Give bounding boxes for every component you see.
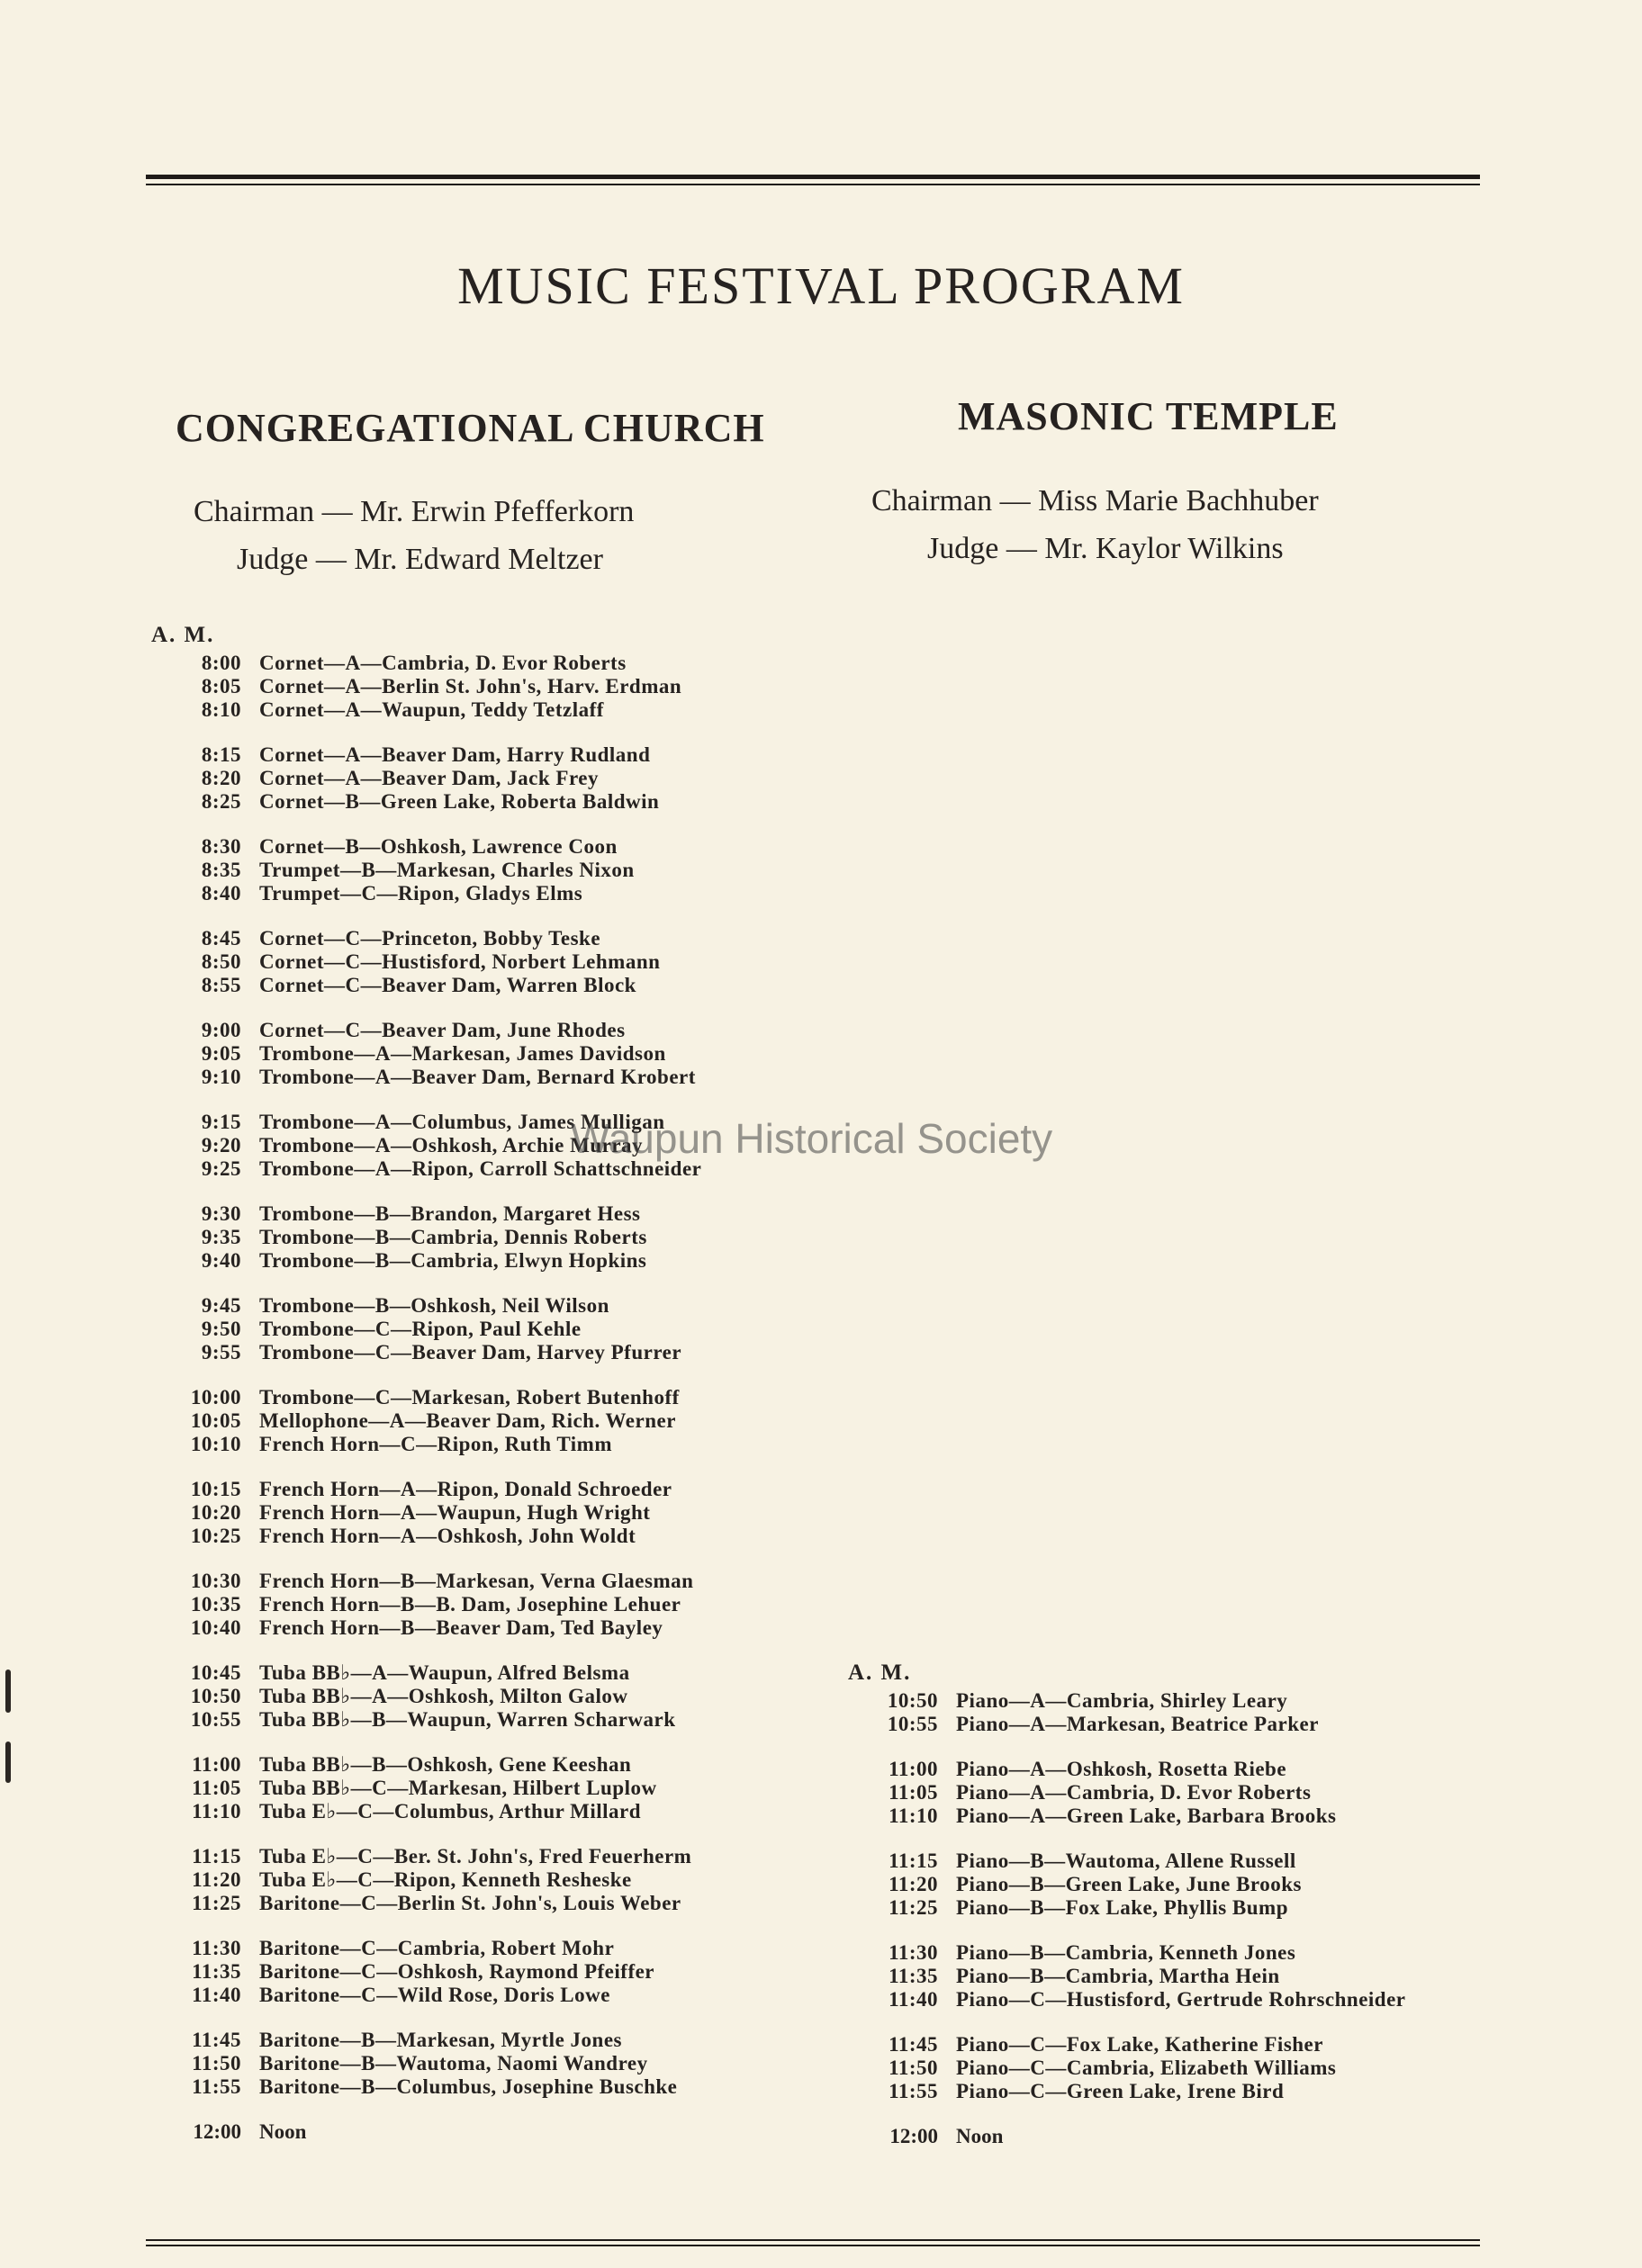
schedule-entry xyxy=(151,1042,701,1066)
entry-event: Baritone—B—Columbus, Josephine Buschke xyxy=(259,2075,678,2098)
entry-event: Baritone—B—Markesan, Myrtle Jones xyxy=(259,2029,622,2051)
entry-time: 11:05 xyxy=(889,1781,938,1804)
entry-event: Cornet—B—Green Lake, Roberta Baldwin xyxy=(259,790,660,813)
entry-event: Piano—A—Green Lake, Barbara Brooks xyxy=(956,1804,1337,1827)
entry-event: Piano—C—Green Lake, Irene Bird xyxy=(956,2080,1285,2102)
schedule-entry xyxy=(151,1868,701,1892)
officials-left xyxy=(194,488,634,583)
time-block xyxy=(151,1845,701,1915)
time-block xyxy=(848,1941,1406,2012)
entry-time: 11:55 xyxy=(192,2075,241,2098)
entry-time: 11:40 xyxy=(889,1988,938,2011)
entry-time: 8:35 xyxy=(201,859,241,881)
schedule-left xyxy=(151,619,701,2144)
schedule-entry xyxy=(151,1661,701,1685)
entry-event: French Horn—B—B. Dam, Josephine Lehuer xyxy=(259,1593,681,1616)
entry-event: Tuba BB♭—A—Waupun, Alfred Belsma xyxy=(259,1661,630,1684)
schedule-entry xyxy=(848,1689,1406,1713)
schedule-entry xyxy=(151,1202,701,1226)
entry-event: Trombone—C—Beaver Dam, Harvey Pfurrer xyxy=(259,1341,682,1364)
entry-event: French Horn—C—Ripon, Ruth Timm xyxy=(259,1433,612,1455)
schedule-entry xyxy=(151,1960,701,1984)
entry-event: Piano—B—Fox Lake, Phyllis Bump xyxy=(956,1896,1289,1919)
am-label: A. M. xyxy=(151,623,215,647)
entry-event: Baritone—C—Cambria, Robert Mohr xyxy=(259,1937,615,1959)
schedule-entry xyxy=(151,1685,701,1708)
entry-event: Baritone—C—Berlin St. John's, Louis Weber xyxy=(259,1892,681,1914)
bottom-rule xyxy=(146,2239,1480,2241)
judge-left: Judge — Mr. Edward Meltzer xyxy=(237,543,603,576)
entry-event: Trombone—C—Ripon, Paul Kehle xyxy=(259,1318,582,1340)
time-block xyxy=(151,1019,701,1089)
entry-time: 9:40 xyxy=(201,1249,241,1272)
schedule-entry xyxy=(151,1318,701,1341)
binder-mark xyxy=(5,1670,11,1713)
entry-time: 9:00 xyxy=(201,1019,241,1041)
entry-event: Piano—B—Cambria, Martha Hein xyxy=(956,1965,1280,1987)
time-block xyxy=(151,835,701,905)
time-block xyxy=(151,2029,701,2099)
entry-event: Trombone—B—Cambria, Dennis Roberts xyxy=(259,1226,647,1248)
entry-time: 11:15 xyxy=(889,1850,938,1872)
entry-event: Trumpet—C—Ripon, Gladys Elms xyxy=(259,882,583,904)
noon-time: 12:00 xyxy=(193,2120,241,2143)
schedule-entry xyxy=(151,1501,701,1525)
entry-time: 11:50 xyxy=(192,2052,241,2074)
chairman-left: Chairman — Mr. Erwin Pfefferkorn xyxy=(194,495,635,528)
schedule-entry xyxy=(151,1066,701,1089)
top-rule-thin xyxy=(146,184,1480,185)
entry-time: 11:30 xyxy=(889,1941,938,1964)
time-block xyxy=(151,1386,701,1456)
schedule-entry xyxy=(848,1896,1406,1920)
schedule-entry xyxy=(151,698,701,722)
entry-event: Trombone—C—Markesan, Robert Butenhoff xyxy=(259,1386,680,1408)
entry-time: 9:20 xyxy=(201,1134,241,1156)
entry-event: French Horn—A—Oshkosh, John Woldt xyxy=(259,1525,636,1547)
entry-time: 11:25 xyxy=(192,1892,241,1914)
entry-time: 8:10 xyxy=(201,698,241,721)
schedule-entry xyxy=(848,1804,1406,1828)
schedule-entry xyxy=(848,1713,1406,1736)
entry-event: Piano—B—Wautoma, Allene Russell xyxy=(956,1850,1296,1872)
schedule-entry xyxy=(151,1341,701,1364)
schedule-entry xyxy=(848,2080,1406,2103)
schedule-entry xyxy=(151,1753,701,1777)
schedule-entry xyxy=(151,927,701,950)
time-block xyxy=(151,1478,701,1548)
entry-time: 9:30 xyxy=(201,1202,241,1225)
schedule-entry xyxy=(151,835,701,859)
schedule-entry xyxy=(151,1433,701,1456)
binder-mark xyxy=(5,1742,11,1783)
entry-event: Baritone—C—Wild Rose, Doris Lowe xyxy=(259,1984,610,2006)
entry-event: Trombone—B—Brandon, Margaret Hess xyxy=(259,1202,641,1225)
entry-event: Piano—B—Green Lake, June Brooks xyxy=(956,1873,1302,1895)
entry-event: Cornet—C—Beaver Dam, June Rhodes xyxy=(259,1019,626,1041)
schedule-entry xyxy=(151,859,701,882)
entry-time: 10:30 xyxy=(190,1570,241,1592)
time-block xyxy=(848,1850,1406,1920)
entry-time: 10:20 xyxy=(190,1501,241,1524)
schedule-entry xyxy=(151,1937,701,1960)
entry-time: 9:45 xyxy=(201,1294,241,1317)
entry-time: 11:20 xyxy=(192,1868,241,1891)
schedule-entry xyxy=(848,1988,1406,2012)
noon-entry xyxy=(151,2120,701,2144)
entry-event: Mellophone—A—Beaver Dam, Rich. Werner xyxy=(259,1409,676,1432)
entry-event: French Horn—A—Waupun, Hugh Wright xyxy=(259,1501,651,1524)
schedule-entry xyxy=(151,1984,701,2007)
entry-event: French Horn—B—Markesan, Verna Glaesman xyxy=(259,1570,694,1592)
entry-event: Piano—A—Markesan, Beatrice Parker xyxy=(956,1713,1319,1735)
entry-event: Trombone—A—Markesan, James Davidson xyxy=(259,1042,666,1065)
entry-event: Cornet—C—Princeton, Bobby Teske xyxy=(259,927,601,950)
schedule-entry xyxy=(848,1850,1406,1873)
entry-time: 9:25 xyxy=(201,1157,241,1180)
schedule-entry xyxy=(151,743,701,767)
schedule-entry xyxy=(151,2029,701,2052)
entry-time: 11:30 xyxy=(192,1937,241,1959)
noon-label: Noon xyxy=(956,2125,1004,2147)
entry-time: 9:15 xyxy=(201,1111,241,1133)
judge-right: Judge — Mr. Kaylor Wilkins xyxy=(927,532,1284,565)
entry-event: Trombone—B—Cambria, Elwyn Hopkins xyxy=(259,1249,647,1272)
schedule-entry xyxy=(848,2033,1406,2056)
entry-event: Tuba E♭—C—Ber. St. John's, Fred Feuerherm xyxy=(259,1845,692,1868)
schedule-entry xyxy=(151,652,701,675)
entry-time: 11:00 xyxy=(192,1753,241,1776)
entry-time: 10:50 xyxy=(887,1689,938,1712)
entry-event: Tuba BB♭—C—Markesan, Hilbert Luplow xyxy=(259,1777,657,1799)
schedule-entry xyxy=(151,1570,701,1593)
noon-label: Noon xyxy=(259,2120,307,2143)
entry-time: 10:45 xyxy=(190,1661,241,1684)
schedule-entry xyxy=(848,1758,1406,1781)
schedule-entry xyxy=(151,950,701,974)
entry-event: Baritone—B—Wautoma, Naomi Wandrey xyxy=(259,2052,648,2074)
entry-event: Tuba E♭—C—Columbus, Arthur Millard xyxy=(259,1800,642,1822)
schedule-entry xyxy=(848,1941,1406,1965)
entry-time: 9:05 xyxy=(201,1042,241,1065)
entry-time: 10:35 xyxy=(190,1593,241,1616)
schedule-groups xyxy=(151,652,701,2099)
entry-time: 10:15 xyxy=(190,1478,241,1500)
entry-time: 10:50 xyxy=(190,1685,241,1707)
schedule-entry xyxy=(151,1616,701,1640)
entry-time: 11:15 xyxy=(192,1845,241,1868)
entry-time: 10:05 xyxy=(190,1409,241,1432)
entry-time: 11:45 xyxy=(889,2033,938,2056)
entry-event: Trombone—A—Oshkosh, Archie Murray xyxy=(259,1134,644,1156)
entry-time: 10:10 xyxy=(190,1433,241,1455)
entry-time: 8:15 xyxy=(201,743,241,766)
officials-right xyxy=(871,477,1319,572)
entry-event: Trombone—B—Oshkosh, Neil Wilson xyxy=(259,1294,609,1317)
time-block xyxy=(848,1689,1406,1736)
noon-time: 12:00 xyxy=(889,2125,938,2147)
schedule-entry xyxy=(151,1249,701,1273)
entry-event: Tuba BB♭—A—Oshkosh, Milton Galow xyxy=(259,1685,628,1707)
entry-time: 11:05 xyxy=(192,1777,241,1799)
entry-time: 8:45 xyxy=(201,927,241,950)
entry-time: 10:55 xyxy=(190,1708,241,1731)
entry-time: 9:55 xyxy=(201,1341,241,1364)
time-block xyxy=(151,1294,701,1364)
schedule-entry xyxy=(151,1478,701,1501)
time-block xyxy=(848,1758,1406,1828)
entry-event: Cornet—A—Beaver Dam, Jack Frey xyxy=(259,767,599,789)
entry-event: Piano—B—Cambria, Kenneth Jones xyxy=(956,1941,1296,1964)
schedule-entry xyxy=(151,1226,701,1249)
program-title: MUSIC FESTIVAL PROGRAM xyxy=(457,256,1185,315)
entry-time: 11:35 xyxy=(889,1965,938,1987)
entry-time: 11:55 xyxy=(889,2080,938,2102)
entry-time: 11:35 xyxy=(192,1960,241,1983)
entry-event: French Horn—A—Ripon, Donald Schroeder xyxy=(259,1478,672,1500)
entry-time: 11:45 xyxy=(192,2029,241,2051)
entry-time: 8:25 xyxy=(201,790,241,813)
schedule-entry xyxy=(151,1386,701,1409)
top-rule-thick xyxy=(146,175,1480,179)
entry-event: Piano—A—Cambria, D. Evor Roberts xyxy=(956,1781,1312,1804)
entry-event: Cornet—B—Oshkosh, Lawrence Coon xyxy=(259,835,618,858)
entry-time: 8:05 xyxy=(201,675,241,698)
entry-event: Trombone—A—Beaver Dam, Bernard Krobert xyxy=(259,1066,696,1088)
entry-event: Tuba BB♭—B—Oshkosh, Gene Keeshan xyxy=(259,1753,632,1776)
entry-time: 10:25 xyxy=(190,1525,241,1547)
entry-time: 8:00 xyxy=(201,652,241,674)
entry-event: Trombone—A—Ripon, Carroll Schattschneider xyxy=(259,1157,702,1180)
schedule-groups xyxy=(848,1689,1406,2103)
schedule-entry xyxy=(848,2056,1406,2080)
venue-heading-right: MASONIC TEMPLE xyxy=(958,394,1339,438)
time-block xyxy=(848,2033,1406,2103)
venue-heading-left: CONGREGATIONAL CHURCH xyxy=(176,406,765,450)
entry-event: Trumpet—B—Markesan, Charles Nixon xyxy=(259,859,635,881)
entry-event: Cornet—A—Berlin St. John's, Harv. Erdman xyxy=(259,675,682,698)
entry-time: 10:40 xyxy=(190,1616,241,1639)
entry-time: 9:50 xyxy=(201,1318,241,1340)
schedule-entry xyxy=(151,882,701,905)
entry-time: 11:20 xyxy=(889,1873,938,1895)
entry-event: Tuba BB♭—B—Waupun, Warren Scharwark xyxy=(259,1708,676,1731)
time-block xyxy=(151,1570,701,1640)
entry-time: 10:55 xyxy=(887,1713,938,1735)
time-block xyxy=(151,1661,701,1732)
schedule-entry xyxy=(151,2052,701,2075)
entry-event: Piano—C—Fox Lake, Katherine Fisher xyxy=(956,2033,1323,2056)
schedule-entry xyxy=(151,1777,701,1800)
noon-entry xyxy=(848,2125,1406,2148)
schedule-entry xyxy=(848,1873,1406,1896)
schedule-entry xyxy=(151,974,701,997)
entry-event: French Horn—B—Beaver Dam, Ted Bayley xyxy=(259,1616,663,1639)
entry-time: 8:40 xyxy=(201,882,241,904)
schedule-entry xyxy=(151,767,701,790)
time-block xyxy=(151,1937,701,2007)
entry-time: 9:10 xyxy=(201,1066,241,1088)
bottom-rule xyxy=(146,2245,1480,2246)
schedule-entry xyxy=(151,1294,701,1318)
entry-time: 11:40 xyxy=(192,1984,241,2006)
entry-event: Piano—A—Oshkosh, Rosetta Riebe xyxy=(956,1758,1287,1780)
entry-event: Cornet—C—Hustisford, Norbert Lehmann xyxy=(259,950,661,973)
entry-event: Cornet—A—Cambria, D. Evor Roberts xyxy=(259,652,627,674)
schedule-entry xyxy=(848,1781,1406,1804)
entry-time: 11:25 xyxy=(889,1896,938,1919)
entry-event: Piano—A—Cambria, Shirley Leary xyxy=(956,1689,1288,1712)
entry-event: Cornet—C—Beaver Dam, Warren Block xyxy=(259,974,636,996)
schedule-entry xyxy=(151,1845,701,1868)
schedule-entry xyxy=(151,1708,701,1732)
watermark: Waupun Historical Society xyxy=(571,1115,1053,1162)
entry-event: Cornet—A—Waupun, Teddy Tetzlaff xyxy=(259,698,604,721)
schedule-entry xyxy=(848,1965,1406,1988)
schedule-entry xyxy=(151,2075,701,2099)
entry-time: 11:10 xyxy=(889,1804,938,1827)
schedule-right xyxy=(848,1657,1406,2148)
time-block xyxy=(151,1202,701,1273)
entry-event: Tuba E♭—C—Ripon, Kenneth Resheske xyxy=(259,1868,632,1891)
entry-time: 9:35 xyxy=(201,1226,241,1248)
entry-event: Baritone—C—Oshkosh, Raymond Pfeiffer xyxy=(259,1960,655,1983)
schedule-entry xyxy=(151,790,701,814)
time-block xyxy=(151,1753,701,1823)
entry-event: Cornet—A—Beaver Dam, Harry Rudland xyxy=(259,743,651,766)
entry-event: Trombone—A—Columbus, James Mulligan xyxy=(259,1111,665,1133)
schedule-entry xyxy=(151,1409,701,1433)
schedule-entry xyxy=(151,1800,701,1823)
chairman-right: Chairman — Miss Marie Bachhuber xyxy=(871,484,1319,518)
entry-time: 8:50 xyxy=(201,950,241,973)
am-label: A. M. xyxy=(848,1660,912,1685)
entry-time: 8:30 xyxy=(201,835,241,858)
schedule-entry xyxy=(151,675,701,698)
schedule-entry xyxy=(151,1019,701,1042)
entry-time: 11:00 xyxy=(889,1758,938,1780)
schedule-entry xyxy=(151,1525,701,1548)
time-block xyxy=(151,652,701,722)
entry-time: 10:00 xyxy=(190,1386,241,1408)
time-block xyxy=(151,927,701,997)
entry-time: 11:10 xyxy=(192,1800,241,1822)
entry-time: 11:50 xyxy=(889,2056,938,2079)
entry-time: 8:55 xyxy=(201,974,241,996)
schedule-entry xyxy=(151,1892,701,1915)
entry-time: 8:20 xyxy=(201,767,241,789)
entry-event: Piano—C—Cambria, Elizabeth Williams xyxy=(956,2056,1337,2079)
time-block xyxy=(151,743,701,814)
entry-event: Piano—C—Hustisford, Gertrude Rohrschneider xyxy=(956,1988,1406,2011)
schedule-entry xyxy=(151,1593,701,1616)
